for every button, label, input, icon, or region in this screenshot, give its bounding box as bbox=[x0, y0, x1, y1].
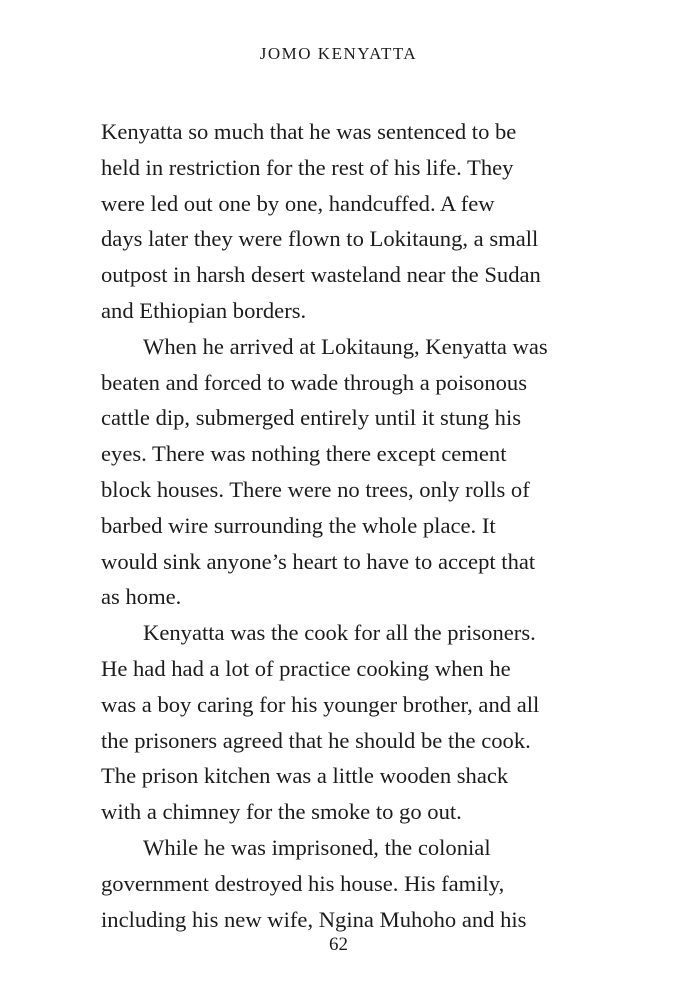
text-line: including his new wife, Ngina Muhoho and his bbox=[101, 906, 527, 932]
text-line: held in restriction for the rest of his life. They bbox=[101, 154, 514, 180]
text-line: was a boy caring for his younger brother, and all bbox=[101, 691, 540, 717]
text-line: The prison kitchen was a little wooden shack bbox=[101, 763, 509, 789]
text-line: with a chimney for the smoke to go out. bbox=[101, 799, 462, 825]
text-line: were led out one by one, handcuffed. A few bbox=[101, 190, 495, 216]
text-line: barbed wire surrounding the whole place. It bbox=[101, 512, 496, 538]
paragraph-first-line: While he was imprisoned, the colonial bbox=[143, 834, 491, 860]
text-line: eyes. There was nothing there except cement bbox=[101, 441, 507, 467]
text-line: block houses. There were no trees, only rolls of bbox=[101, 476, 530, 502]
text-line: days later they were flown to Lokitaung, a small bbox=[101, 226, 539, 252]
running-head: JOMO KENYATTA bbox=[259, 44, 418, 63]
paragraph-first-line: Kenyatta was the cook for all the prisoners. bbox=[143, 620, 536, 646]
text-line: government destroyed his house. His family, bbox=[101, 870, 505, 896]
text-line: would sink anyone’s heart to have to accept that bbox=[101, 548, 536, 574]
text-line: the prisoners agreed that he should be the cook. bbox=[101, 727, 531, 753]
paragraph-first-line: When he arrived at Lokitaung, Kenyatta was bbox=[143, 333, 548, 359]
body-text bbox=[101, 114, 593, 937]
text-line: Kenyatta so much that he was sentenced to be bbox=[101, 119, 517, 144]
text-line: outpost in harsh desert wasteland near the Sudan bbox=[101, 262, 541, 288]
text-line: as home. bbox=[101, 584, 182, 610]
text-line: cattle dip, submerged entirely until it stung his bbox=[101, 405, 522, 431]
text-line: beaten and forced to wade through a poisonous bbox=[101, 369, 528, 395]
page-number: 62 bbox=[329, 934, 348, 955]
text-line: and Ethiopian borders. bbox=[101, 297, 307, 323]
text-line: He had had a lot of practice cooking when he bbox=[101, 655, 511, 681]
